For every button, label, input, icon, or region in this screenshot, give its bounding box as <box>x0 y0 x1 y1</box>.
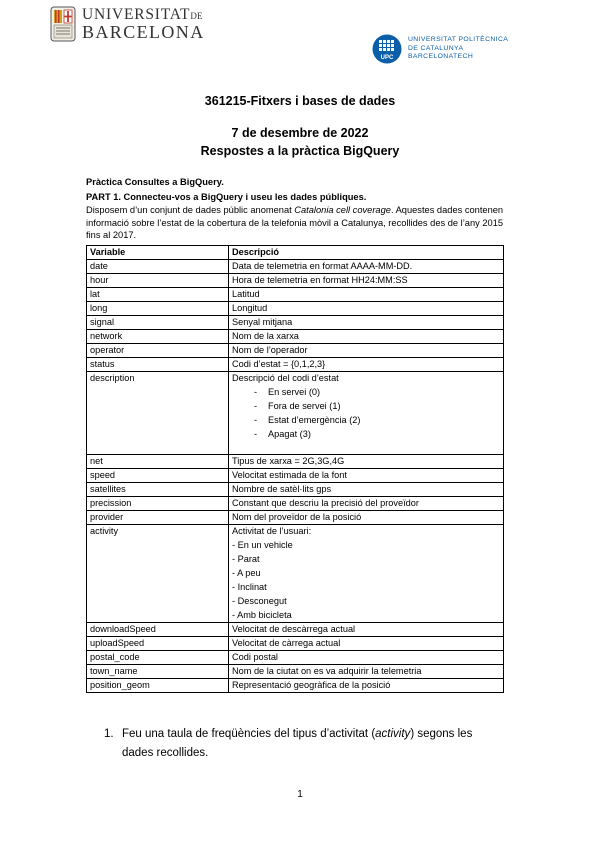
table-row <box>87 344 504 358</box>
question-text: Feu una taula de freqüències del tipus d’activitat (activity) segons les dades recollides. <box>122 728 473 759</box>
variable-cell: activity <box>87 525 229 623</box>
table-row <box>87 511 504 525</box>
ub-name-line1: UNIVERSITATDE <box>82 5 203 23</box>
description-cell: Nom de l’operador <box>229 344 504 358</box>
description-cell: Latitud <box>229 288 504 302</box>
variable-cell: town_name <box>87 665 229 679</box>
upc-logo <box>372 34 508 64</box>
description-cell: Velocitat de càrrega actual <box>229 637 504 651</box>
document-subtitle: Respostes a la pràctica BigQuery <box>200 144 400 158</box>
list-item: - A peu <box>232 568 261 578</box>
status-code-list <box>232 385 500 441</box>
variables-table <box>86 245 504 693</box>
variable-cell: status <box>87 358 229 372</box>
upc-name-line1: UNIVERSITAT POLITÈCNICA <box>408 36 509 44</box>
table-row <box>87 483 504 497</box>
description-cell: Velocitat de descàrrega actual <box>229 623 504 637</box>
variable-cell: uploadSpeed <box>87 637 229 651</box>
description-intro: Descripció del codi d’estat <box>232 373 339 383</box>
practice-heading: Pràctica Consultes a BigQuery. <box>86 177 224 187</box>
description-cell: Longitud <box>229 302 504 316</box>
description-cell: Nom de la xarxa <box>229 330 504 344</box>
description-cell: Nom de la ciutat on es va adquirir la telemetria <box>229 665 504 679</box>
table-row <box>87 455 504 469</box>
variable-cell: operator <box>87 344 229 358</box>
description-cell: Tipus de xarxa = 2G,3G,4G <box>229 455 504 469</box>
variable-cell: provider <box>87 511 229 525</box>
table-row <box>87 679 504 693</box>
upc-name-line3: BARCELONATECH <box>408 53 474 61</box>
column-header: Variable <box>87 246 229 260</box>
ub-seal-icon <box>50 6 76 42</box>
table-row <box>87 274 504 288</box>
table-row <box>87 637 504 651</box>
description-cell: Nom del proveïdor de la posició <box>229 511 504 525</box>
variable-cell: signal <box>87 316 229 330</box>
list-item: - Inclinat <box>232 582 267 592</box>
table-row <box>87 316 504 330</box>
activity-intro: Activitat de l’usuari: <box>232 526 312 536</box>
description-cell: Codi postal <box>229 651 504 665</box>
description-cell: Senyal mitjana <box>229 316 504 330</box>
variable-cell: net <box>87 455 229 469</box>
variable-cell: downloadSpeed <box>87 623 229 637</box>
description-cell: Velocitat estimada de la font <box>229 469 504 483</box>
list-item: - Fora de servei (1) <box>232 399 500 413</box>
variable-cell: lat <box>87 288 229 302</box>
description-cell: Codi d’estat = {0,1,2,3} <box>229 358 504 372</box>
table-row <box>87 469 504 483</box>
description-cell: Data de telemetria en format AAAA-MM-DD. <box>229 260 504 274</box>
table-row <box>87 260 504 274</box>
variable-cell: position_geom <box>87 679 229 693</box>
question-1 <box>104 725 504 763</box>
document-date: 7 de desembre de 2022 <box>231 126 369 140</box>
ub-logo <box>50 6 205 42</box>
list-item: - Parat <box>232 554 260 564</box>
table-row <box>87 372 504 455</box>
table-row <box>87 288 504 302</box>
description-cell: Representació geogràfica de la posició <box>229 679 504 693</box>
column-header: Descripció <box>229 246 504 260</box>
table-row <box>87 497 504 511</box>
dataset-description: Disposem d’un conjunt de dades públic anomenat Catalonia cell coverage. Aquestes dades contenen informació sobre l’estat de la cobertura de la telefonia mòvil a Catalunya, recollides des de l’any 2015 fins al 2017. <box>86 205 504 241</box>
svg-text:UPC: UPC <box>380 55 394 61</box>
variable-cell: date <box>87 260 229 274</box>
part-heading: PART 1. Connecteu-vos a BigQuery i useu les dades públiques. <box>86 192 367 202</box>
table-row <box>87 525 504 623</box>
ub-name-line2: BARCELONA <box>82 22 205 43</box>
variable-cell: precission <box>87 497 229 511</box>
page-number: 1 <box>297 789 303 800</box>
upc-mark-icon <box>372 34 402 64</box>
list-item: - Amb bicicleta <box>232 610 292 620</box>
description-cell: Nombre de satèl·lits gps <box>229 483 504 497</box>
list-item: - Apagat (3) <box>232 427 500 441</box>
variable-cell: satellites <box>87 483 229 497</box>
upc-name-line2: DE CATALUNYA <box>408 44 464 52</box>
description-cell <box>229 372 504 455</box>
list-item: - Estat d’emergència (2) <box>232 413 500 427</box>
description-cell <box>229 525 504 623</box>
table-row <box>87 358 504 372</box>
variable-cell: speed <box>87 469 229 483</box>
table-row <box>87 665 504 679</box>
description-cell: Constant que descriu la precisió del proveïdor <box>229 497 504 511</box>
variable-cell: network <box>87 330 229 344</box>
variable-cell: hour <box>87 274 229 288</box>
table-row <box>87 651 504 665</box>
table-row <box>87 330 504 344</box>
list-item: - Desconegut <box>232 596 287 606</box>
table-row <box>87 623 504 637</box>
variable-cell: long <box>87 302 229 316</box>
variable-cell: description <box>87 372 229 455</box>
variable-cell: postal_code <box>87 651 229 665</box>
list-item: - En servei (0) <box>232 385 500 399</box>
table-header-row <box>87 246 504 260</box>
list-item: - En un vehicle <box>232 540 293 550</box>
activity-list <box>232 538 500 622</box>
course-title: 361215-Fitxers i bases de dades <box>204 94 396 108</box>
table-row <box>87 302 504 316</box>
description-cell: Hora de telemetria en format HH24:MM:SS <box>229 274 504 288</box>
question-number: 1. <box>104 728 114 740</box>
